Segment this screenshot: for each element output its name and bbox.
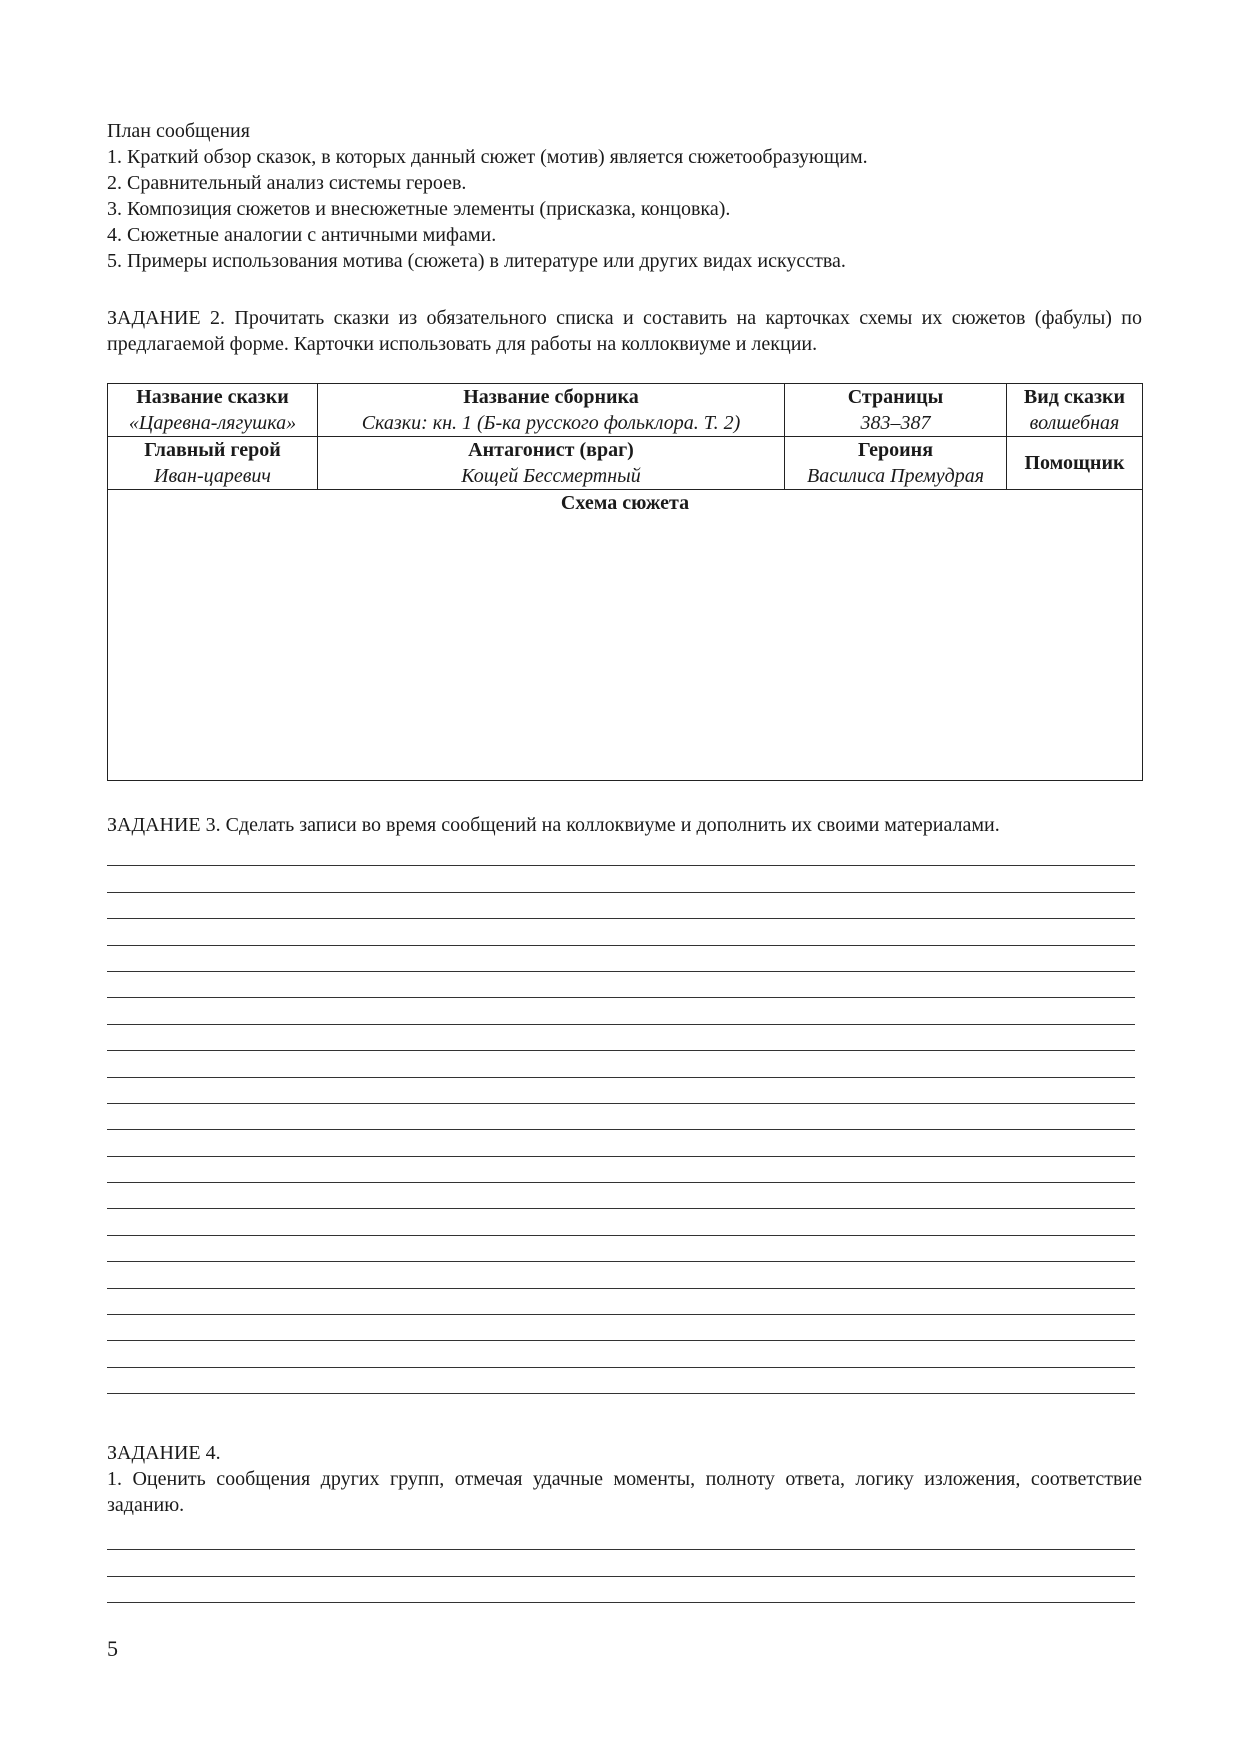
writing-line[interactable] bbox=[107, 1262, 1135, 1288]
page-number: 5 bbox=[107, 1636, 118, 1661]
writing-line[interactable] bbox=[107, 919, 1135, 945]
plan-item: 3. Композиция сюжетов и внесюжетные элементы (присказка, концовка). bbox=[107, 198, 731, 220]
plan-item: 2. Сравнительный анализ системы героев. bbox=[107, 172, 467, 194]
collection-value: Сказки: кн. 1 (Б-ка русского фольклора. Т. 2) bbox=[361, 412, 741, 434]
pages-header: Страницы bbox=[847, 386, 944, 408]
heroine-cell bbox=[785, 437, 1007, 490]
hero-cell bbox=[108, 437, 318, 490]
collection-cell bbox=[318, 384, 785, 437]
writing-line[interactable] bbox=[107, 946, 1135, 972]
task4 bbox=[107, 1440, 1142, 1518]
writing-line[interactable] bbox=[107, 893, 1135, 919]
writing-line[interactable] bbox=[107, 1209, 1135, 1235]
heroine-header: Героиня bbox=[857, 439, 934, 461]
pages-value: 383–387 bbox=[860, 412, 931, 434]
pages-cell bbox=[785, 384, 1007, 437]
writing-line[interactable] bbox=[107, 998, 1135, 1024]
card-row-2 bbox=[108, 437, 1143, 490]
report-plan bbox=[107, 118, 1142, 274]
tale-type-cell bbox=[1007, 384, 1143, 437]
tale-name-cell bbox=[108, 384, 318, 437]
task3-text: ЗАДАНИЕ 3. Сделать записи во время сообщений на коллоквиуме и дополнить их своими материалами. bbox=[107, 814, 1000, 836]
tale-type-header: Вид сказки bbox=[1023, 386, 1126, 408]
plan-title: План сообщения bbox=[107, 120, 250, 142]
writing-line[interactable] bbox=[107, 1577, 1135, 1603]
task4-title: ЗАДАНИЕ 4. bbox=[107, 1442, 221, 1464]
tale-name-value: «Царевна-лягушка» bbox=[128, 412, 297, 434]
writing-line[interactable] bbox=[107, 1550, 1135, 1576]
plan-item: 4. Сюжетные аналогии с античными мифами. bbox=[107, 224, 497, 246]
writing-line[interactable] bbox=[107, 1289, 1135, 1315]
writing-line[interactable] bbox=[107, 1368, 1135, 1394]
task4-item-1: 1. Оценить сообщения других групп, отмечая удачные моменты, полноту ответа, логику изложения, соответствие заданию. bbox=[107, 1468, 1142, 1516]
task2-text: ЗАДАНИЕ 2. Прочитать сказки из обязательного списка и составить на карточках схемы их сюжетов (фабулы) по предлагаемой форме. Карточки использовать для работы на коллоквиуме и лекции. bbox=[107, 307, 1142, 355]
task4-writing-lines bbox=[107, 1524, 1135, 1603]
writing-line[interactable] bbox=[107, 866, 1135, 892]
card-row-3 bbox=[108, 490, 1143, 781]
plot-scheme-cell[interactable] bbox=[108, 490, 1143, 781]
writing-line[interactable] bbox=[107, 1341, 1135, 1367]
writing-line[interactable] bbox=[107, 1078, 1135, 1104]
writing-line[interactable] bbox=[107, 1183, 1135, 1209]
collection-header: Название сборника bbox=[463, 386, 639, 408]
heroine-value: Василиса Премудрая bbox=[807, 465, 984, 487]
writing-line[interactable] bbox=[107, 1025, 1135, 1051]
writing-line[interactable] bbox=[107, 1130, 1135, 1156]
plot-scheme-header: Схема сюжета bbox=[560, 492, 690, 514]
writing-line[interactable] bbox=[107, 1315, 1135, 1341]
helper-cell bbox=[1007, 437, 1143, 490]
plan-item: 5. Примеры использования мотива (сюжета) в литературе или других видах искусства. bbox=[107, 250, 846, 272]
writing-line[interactable] bbox=[107, 1524, 1135, 1550]
hero-value: Иван-царевич bbox=[154, 465, 271, 487]
plan-item: 1. Краткий обзор сказок, в которых данный сюжет (мотив) является сюжетообразующим. bbox=[107, 146, 868, 168]
antagonist-value: Кощей Бессмертный bbox=[461, 465, 641, 487]
writing-line[interactable] bbox=[107, 840, 1135, 866]
task3-writing-lines bbox=[107, 840, 1135, 1394]
antagonist-header: Антагонист (враг) bbox=[468, 439, 634, 461]
tale-name-header: Название сказки bbox=[136, 386, 289, 408]
writing-line[interactable] bbox=[107, 1104, 1135, 1130]
writing-line[interactable] bbox=[107, 1236, 1135, 1262]
writing-line[interactable] bbox=[107, 1157, 1135, 1183]
tale-type-value: волшебная bbox=[1029, 412, 1120, 434]
writing-line[interactable] bbox=[107, 972, 1135, 998]
fairy-tale-card bbox=[107, 383, 1143, 781]
antagonist-cell bbox=[318, 437, 785, 490]
writing-line[interactable] bbox=[107, 1051, 1135, 1077]
card-row-1 bbox=[108, 384, 1143, 437]
hero-header: Главный герой bbox=[144, 439, 281, 461]
helper-header: Помощник bbox=[1024, 452, 1125, 474]
